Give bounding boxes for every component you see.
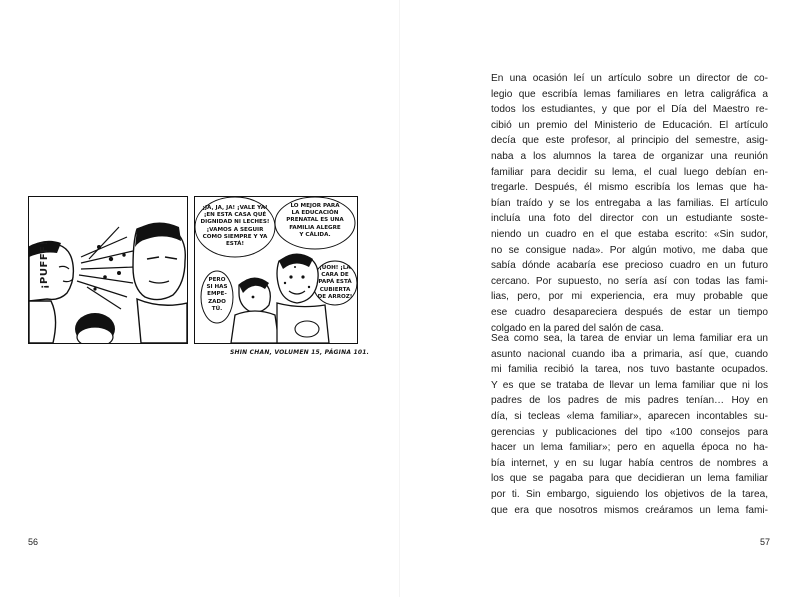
text-line: familiar para decidir su lema, el cual luego debían en- xyxy=(491,166,768,178)
text-line: decía que este profesor, al principio del semestre, asig- xyxy=(491,135,768,147)
text-line: incluía una foto del director con un estudiante soste- xyxy=(491,213,768,225)
text-line: ese cuadro desapareciera después de estar un tiempo xyxy=(491,306,768,318)
text-line: bía internet, y en su lugar había centros de nombres a xyxy=(491,457,768,469)
text-line: gerencias y publicaciones del tipo «100 consejos para xyxy=(491,426,768,438)
text-line: mi familia recibió la tarea, nos tuvo bastante ocupados. xyxy=(491,364,768,376)
text-line: cercano. Por supuesto, no sería así con todas las fami- xyxy=(491,275,768,287)
comic-panel-1-drawing xyxy=(29,197,187,343)
text-line: padres de los padres de mis padres tenían… Hoy en xyxy=(491,395,768,407)
text-line: Sea como sea, la tarea de enviar un lema familiar era un xyxy=(491,333,768,344)
comic-strip xyxy=(28,196,358,344)
paragraph-1 xyxy=(491,71,768,336)
text-line: los que se pagaba para que decidieran un lema familiar xyxy=(491,473,768,485)
text-line: por ti. Sin embargo, siguiendo los objetivos de la tarea, xyxy=(491,488,768,500)
text-line: cibió un premio del Ministerio de Educación. El artículo xyxy=(491,119,768,131)
right-page xyxy=(400,0,800,597)
page-number-right: 57 xyxy=(760,537,771,547)
text-line: niendo un cuadro en el que estaba escrito: «Sin sudor, xyxy=(491,228,768,240)
text-line: tregarle. Después, él mismo escribía los lemas que ha- xyxy=(491,182,768,194)
paragraph-2 xyxy=(491,331,768,518)
text-line: todos los estudiantes, y que por el Día del Maestro re- xyxy=(491,104,768,116)
page-number-left: 56 xyxy=(28,537,39,547)
speech-bubble-pero-si-has: PERO SI HAS EMPE- ZADO TÚ. xyxy=(206,277,228,312)
speech-bubble-educacion-prenatal: LO MEJOR PARA LA EDUCACIÓN PRENATAL ES UNA FAMILIA ALEGRE Y CÁLIDA. xyxy=(286,203,344,238)
speech-bubble-ja-ja: ¡JA, JA, JA! ¡VALE YA! ¡EN ESTA CASA QUÉ DIGNIDAD NI LECHES! ¡VAMOS A SEGUIR COMO SIEMPRE Y YA ESTÁ! xyxy=(200,205,270,248)
sound-effect-puff: ¡PUFFF! xyxy=(39,240,50,289)
text-line: día, si tecleas «lema familiar», aparecen incontables su- xyxy=(491,410,768,422)
text-line: naba a los alumnos la tarea de organizar una reunión xyxy=(491,150,768,162)
text-line: Y es que se trataba de llevar un lema familiar que ni los xyxy=(491,379,768,391)
text-line: legio que escribía lemas familiares en letra caligráfica a xyxy=(491,88,768,100)
text-line: que era que nosotros mismos creáramos un lema fami- xyxy=(491,504,768,516)
comic-panel-1 xyxy=(28,196,188,344)
comic-panel-2 xyxy=(194,196,358,344)
text-line: sabía dónde acabaría ese precioso cuadro en un futuro xyxy=(491,260,768,272)
text-line: En una ocasión leí un artículo sobre un director de co- xyxy=(491,73,768,84)
text-line: no se consigue nada». Por algún motivo, me daba que xyxy=(491,244,768,256)
text-line: asunto nacional cuando iba a primaria, así que, cuando xyxy=(491,348,768,360)
comic-caption: SHIN CHAN, VOLUMEN 15, PÁGINA 101. xyxy=(230,349,370,356)
text-line: hacer un lema familiar»; pero en aquella época no ha- xyxy=(491,442,768,454)
text-line: colgado en la pared del salón de casa. xyxy=(491,322,664,334)
text-line: bían traído y se los entregaba a las familias. El artículo xyxy=(491,197,768,209)
speech-bubble-cara-de-papa: ¡UOH! ¡LA CARA DE PAPÁ ESTÁ CUBIERTA DE ARROZ! xyxy=(317,265,353,300)
text-line: lias, pero, por mi experiencia, era muy probable que xyxy=(491,291,768,303)
